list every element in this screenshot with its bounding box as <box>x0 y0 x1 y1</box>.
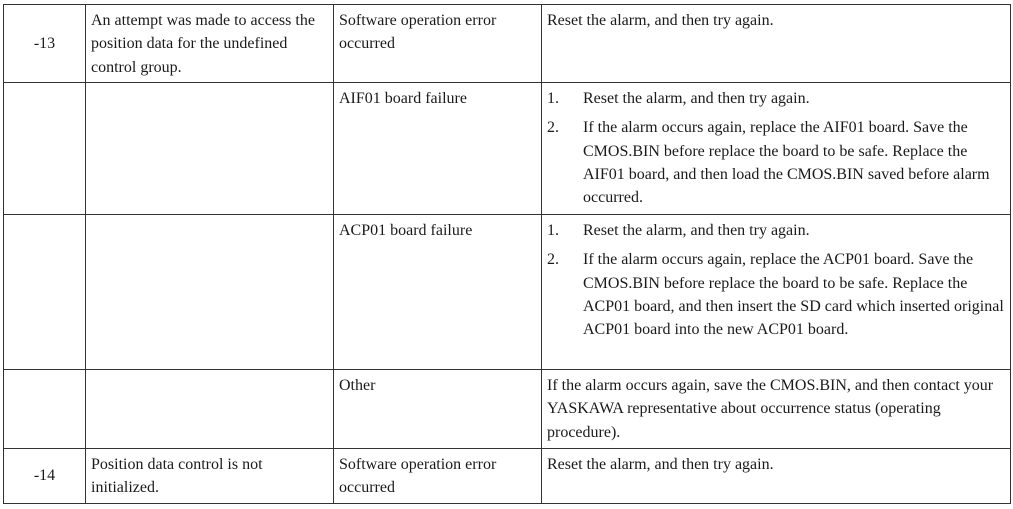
list-item-text: If the alarm occurs again, replace the ACP01 board. Save the CMOS.BIN before replace the board to be safe. Replace the ACP01 board, and then insert the SD card which inserted original ACP01 board into the new ACP01 board. <box>583 251 1004 339</box>
list-item <box>547 248 1004 341</box>
cause-cell: ACP01 board failure <box>334 215 542 370</box>
contents-cell: Position data control is not initialized. <box>86 449 334 504</box>
contents-cell <box>86 370 334 449</box>
list-item-text: If the alarm occurs again, replace the AIF01 board. Save the CMOS.BIN before replace the board to be safe. Replace the AIF01 board, and then load the CMOS.BIN saved before alarm occurred. <box>583 119 990 207</box>
table-row <box>4 370 1011 449</box>
list-item <box>547 87 1004 110</box>
table-row <box>4 83 1011 215</box>
measure-cell <box>542 83 1011 215</box>
sub-code-cell <box>4 83 86 215</box>
measure-cell: Reset the alarm, and then try again. <box>542 449 1011 504</box>
sub-code-cell <box>4 370 86 449</box>
measure-cell <box>542 215 1011 370</box>
table-row <box>4 449 1011 504</box>
list-item-number: 1. <box>547 222 559 239</box>
contents-cell <box>86 215 334 370</box>
cause-cell: AIF01 board failure <box>334 83 542 215</box>
cause-cell: Software operation error occurred <box>334 449 542 504</box>
cause-cell: Other <box>334 370 542 449</box>
list-item-number: 2. <box>547 119 559 137</box>
list-item-number: 1. <box>547 90 559 107</box>
list-item-number: 2. <box>547 251 559 269</box>
list-item-text: Reset the alarm, and then try again. <box>583 90 810 107</box>
contents-cell: An attempt was made to access the position data for the undefined control group. <box>86 5 334 83</box>
alarm-table <box>3 4 1011 504</box>
list-item <box>547 116 1004 209</box>
measure-cell: Reset the alarm, and then try again. <box>542 5 1011 83</box>
table-row <box>4 5 1011 83</box>
measure-cell: If the alarm occurs again, save the CMOS.BIN, and then contact your YASKAWA representative about occurrence status (operating procedure). <box>542 370 1011 449</box>
cause-cell: Software operation error occurred <box>334 5 542 83</box>
list-item-text: Reset the alarm, and then try again. <box>583 222 810 239</box>
sub-code-cell: -13 <box>4 5 86 83</box>
contents-cell <box>86 83 334 215</box>
list-item <box>547 219 1004 242</box>
table-row <box>4 215 1011 370</box>
sub-code-cell <box>4 215 86 370</box>
sub-code-cell: -14 <box>4 449 86 504</box>
